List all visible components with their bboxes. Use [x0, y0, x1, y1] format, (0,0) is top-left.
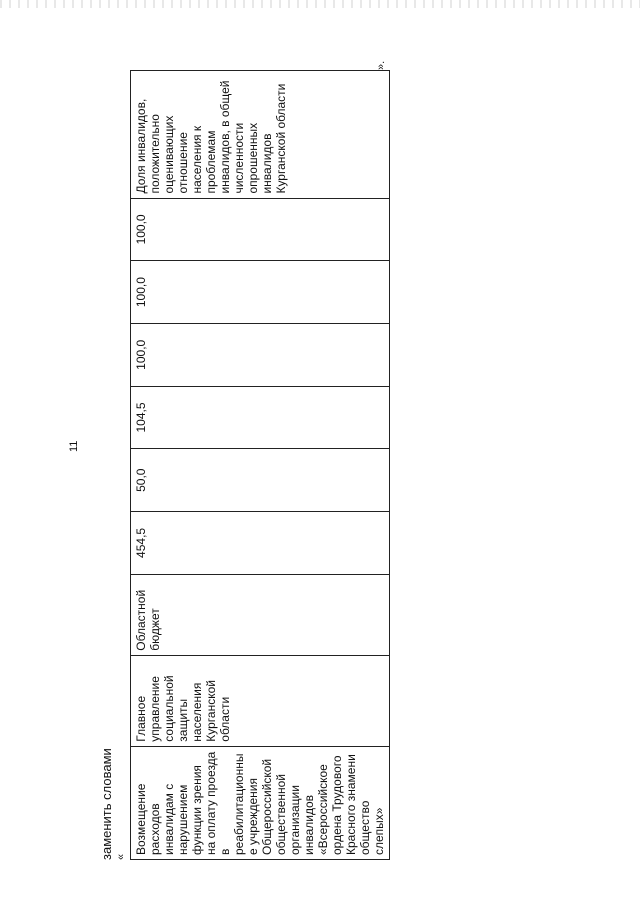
close-quote: ». — [375, 60, 387, 70]
scan-edge-noise — [0, 0, 640, 8]
page-number: 11 — [68, 440, 80, 452]
measure-cell: Возмещение расходов инвалидам с нарушением функции зрения на оплату проезда в реабилитационные учреждения Общероссийской общественной организации инвалидов «Всероссийское ордена Трудового Красного знамени общество слепых» — [131, 746, 390, 859]
value-cell: 104,5 — [131, 386, 390, 449]
funding-source-cell: Областной бюджет — [131, 574, 390, 655]
value-cell: 100,0 — [131, 198, 390, 261]
open-quote: « — [115, 853, 127, 860]
value-cell: 100,0 — [131, 323, 390, 386]
value-cell: 50,0 — [131, 449, 390, 512]
amendment-table — [130, 70, 390, 860]
indicator-cell: Доля инвалидов, положительно оценивающих отношение населения к проблемам инвалидов, в общей численности опрошенных инвалидов Курганской области — [131, 71, 390, 199]
value-cell: 454,5 — [131, 512, 390, 575]
rotated-content — [100, 60, 400, 860]
value-cell: 100,0 — [131, 261, 390, 324]
executor-cell: Главное управление социальной защиты населения Курганской области — [131, 655, 390, 746]
intro-text: заменить словами — [99, 748, 114, 860]
table-row — [131, 71, 390, 860]
